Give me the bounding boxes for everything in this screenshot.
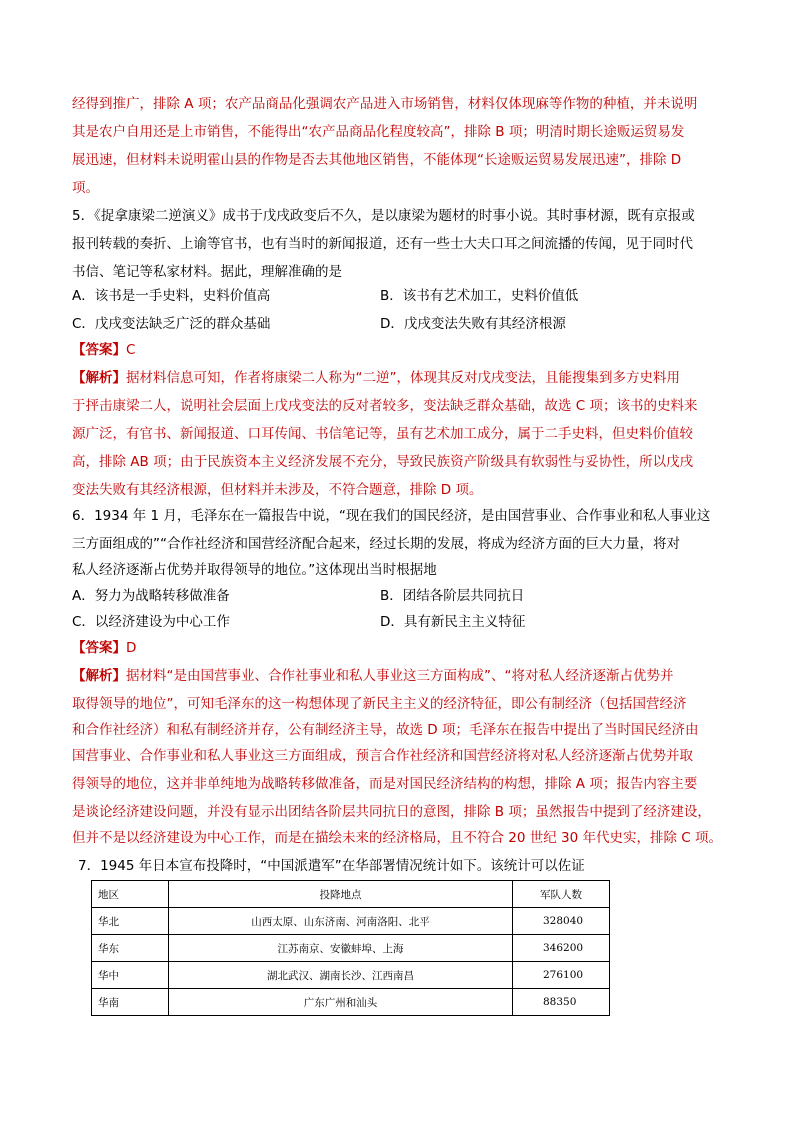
- deployment-table: [91, 880, 610, 1016]
- question-5-stem: 5．《捉拿康梁二逆演义》成书于戊戌政变后不久，是以康梁为题材的时事小说。其时事材源，既有京报或: [72, 208, 695, 224]
- table-cell: 276100: [513, 962, 610, 989]
- table-header: 投降地点: [169, 881, 513, 908]
- q5-option-a: A．该书是一手史料，史料价值高: [72, 288, 271, 304]
- analysis-line: 经得到推广，排除 A 项；农产品商品化强调农产品进入市场销售，材料仅体现麻等作物的种植，并未说明: [72, 96, 698, 112]
- table-header-row: [92, 881, 610, 908]
- table-row: [92, 962, 610, 989]
- q6-option-a: A．努力为战略转移做准备: [72, 588, 230, 604]
- q6-option-b: B．团结各阶层共同抗日: [380, 588, 525, 604]
- table-header: 地区: [92, 881, 169, 908]
- analysis-line: 高，排除 AB 项；由于民族资本主义经济发展不充分，导致民族资产阶级具有软弱性与妥协性，所以戊戌: [72, 454, 694, 470]
- table-cell: 山西太原、山东济南、河南洛阳、北平: [169, 908, 513, 935]
- table-cell: 湖北武汉、湖南长沙、江西南昌: [169, 962, 513, 989]
- q6-analysis: [72, 666, 673, 686]
- table-header: 军队人数: [513, 881, 610, 908]
- table-cell: 华南: [92, 989, 169, 1016]
- analysis-line: 展迅速，但材料未说明霍山县的作物是否去其他地区销售，不能体现“长途贩运贸易发展迅速”，排除 D: [72, 152, 682, 168]
- table-cell: 328040: [513, 908, 610, 935]
- q6-option-d: D．具有新民主主义特征: [380, 614, 526, 630]
- question-6-stem: 6．1934 年 1 月，毛泽东在一篇报告中说，“现在我们的国民经济，是由国营事业、合作事业和私人事业这: [72, 508, 711, 524]
- analysis-line: 于抨击康梁二人，说明社会层面上戊戌变法的反对者较多，变法缺乏群众基础，故选 C 项；该书的史料来: [72, 398, 698, 414]
- analysis-line: 是谈论经济建设问题，并没有显示出团结各阶层共同抗日的意图，排除 B 项；虽然报告中提到了经济建设，: [72, 804, 711, 820]
- question-5-stem: 报刊转载的奏折、上谕等官书，也有当时的新闻报道，还有一些士大夫口耳之间流播的传闻，见于同时代: [72, 236, 693, 252]
- table-row: [92, 935, 610, 962]
- question-6-stem: 三方面组成的”“合作社经济和国营经济配合起来，经过长期的发展，将成为经济方面的巨大力量，将对: [72, 536, 680, 552]
- q5-answer: [72, 340, 135, 360]
- answer-label: 【答案】: [72, 342, 126, 358]
- table-row: [92, 989, 610, 1016]
- analysis-line: 取得领导的地位”，可知毛泽东的这一构想体现了新民主主义的经济特征，即公有制经济（包括国营经济: [72, 696, 687, 712]
- answer-value: C: [126, 342, 136, 358]
- analysis-line: 变法失败有其经济根源，但材料并未涉及，不符合题意，排除 D 项。: [72, 482, 483, 498]
- table-cell: 346200: [513, 935, 610, 962]
- analysis-text: 据材料信息可知，作者将康梁二人称为“二逆”，体现其反对戊戌变法，且能搜集到多方史料用: [126, 370, 680, 386]
- table-cell: 华北: [92, 908, 169, 935]
- analysis-text: 据材料“是由国营事业、合作社事业和私人事业这三方面构成”、“将对私人经济逐渐占优势并: [126, 668, 674, 684]
- analysis-line: 但并不是以经济建设为中心工作，而是在描绘未来的经济格局，且不符合 20 世纪 30 年代史实，排除 C 项。: [72, 830, 723, 846]
- analysis-line: 源广泛，有官书、新闻报道、口耳传闻、书信笔记等，虽有艺术加工成分，属于二手史料，但史料价值较: [72, 426, 693, 442]
- table-cell: 华东: [92, 935, 169, 962]
- question-6-stem: 私人经济逐渐占优势并取得领导的地位。”这体现出当时根据地: [72, 562, 437, 578]
- q5-option-c: C．戊戌变法缺乏广泛的群众基础: [72, 316, 271, 332]
- table-cell: 华中: [92, 962, 169, 989]
- q6-answer: [72, 638, 136, 658]
- question-5-stem: 书信、笔记等私家材料。据此，理解准确的是: [72, 264, 342, 280]
- analysis-label: 【解析】: [72, 370, 126, 386]
- q6-option-c: C．以经济建设为中心工作: [72, 614, 230, 630]
- question-7-stem: 7．1945 年日本宣布投降时，“中国派遣军”在华部署情况统计如下。该统计可以佐证: [78, 858, 585, 874]
- analysis-line: 项。: [72, 180, 99, 196]
- answer-value: D: [126, 640, 137, 656]
- table-row: [92, 908, 610, 935]
- analysis-label: 【解析】: [72, 668, 126, 684]
- analysis-line: 其是农户自用还是上市销售，不能得出“农产品商品化程度较高”，排除 B 项；明清时期长途贩运贸易发: [72, 124, 685, 140]
- q5-option-b: B．该书有艺术加工，史料价值低: [380, 288, 579, 304]
- q5-analysis: [72, 368, 680, 388]
- table-cell: 江苏南京、安徽蚌埠、上海: [169, 935, 513, 962]
- table-cell: 广东广州和汕头: [169, 989, 513, 1016]
- analysis-line: 得领导的地位，这并非单纯地为战略转移做准备，而是对国民经济结构的构想，排除 A 项；报告内容主要: [72, 776, 698, 792]
- answer-label: 【答案】: [72, 640, 126, 656]
- analysis-line: 和合作社经济）和私有制经济并存，公有制经济主导，故选 D 项；毛泽东在报告中提出了当时国民经济由: [72, 722, 699, 738]
- q5-option-d: D．戊戌变法失败有其经济根源: [380, 316, 566, 332]
- analysis-line: 国营事业、合作事业和私人事业这三方面组成，预言合作社经济和国营经济将对私人经济逐渐占优势并取: [72, 748, 693, 764]
- table-cell: 88350: [513, 989, 610, 1016]
